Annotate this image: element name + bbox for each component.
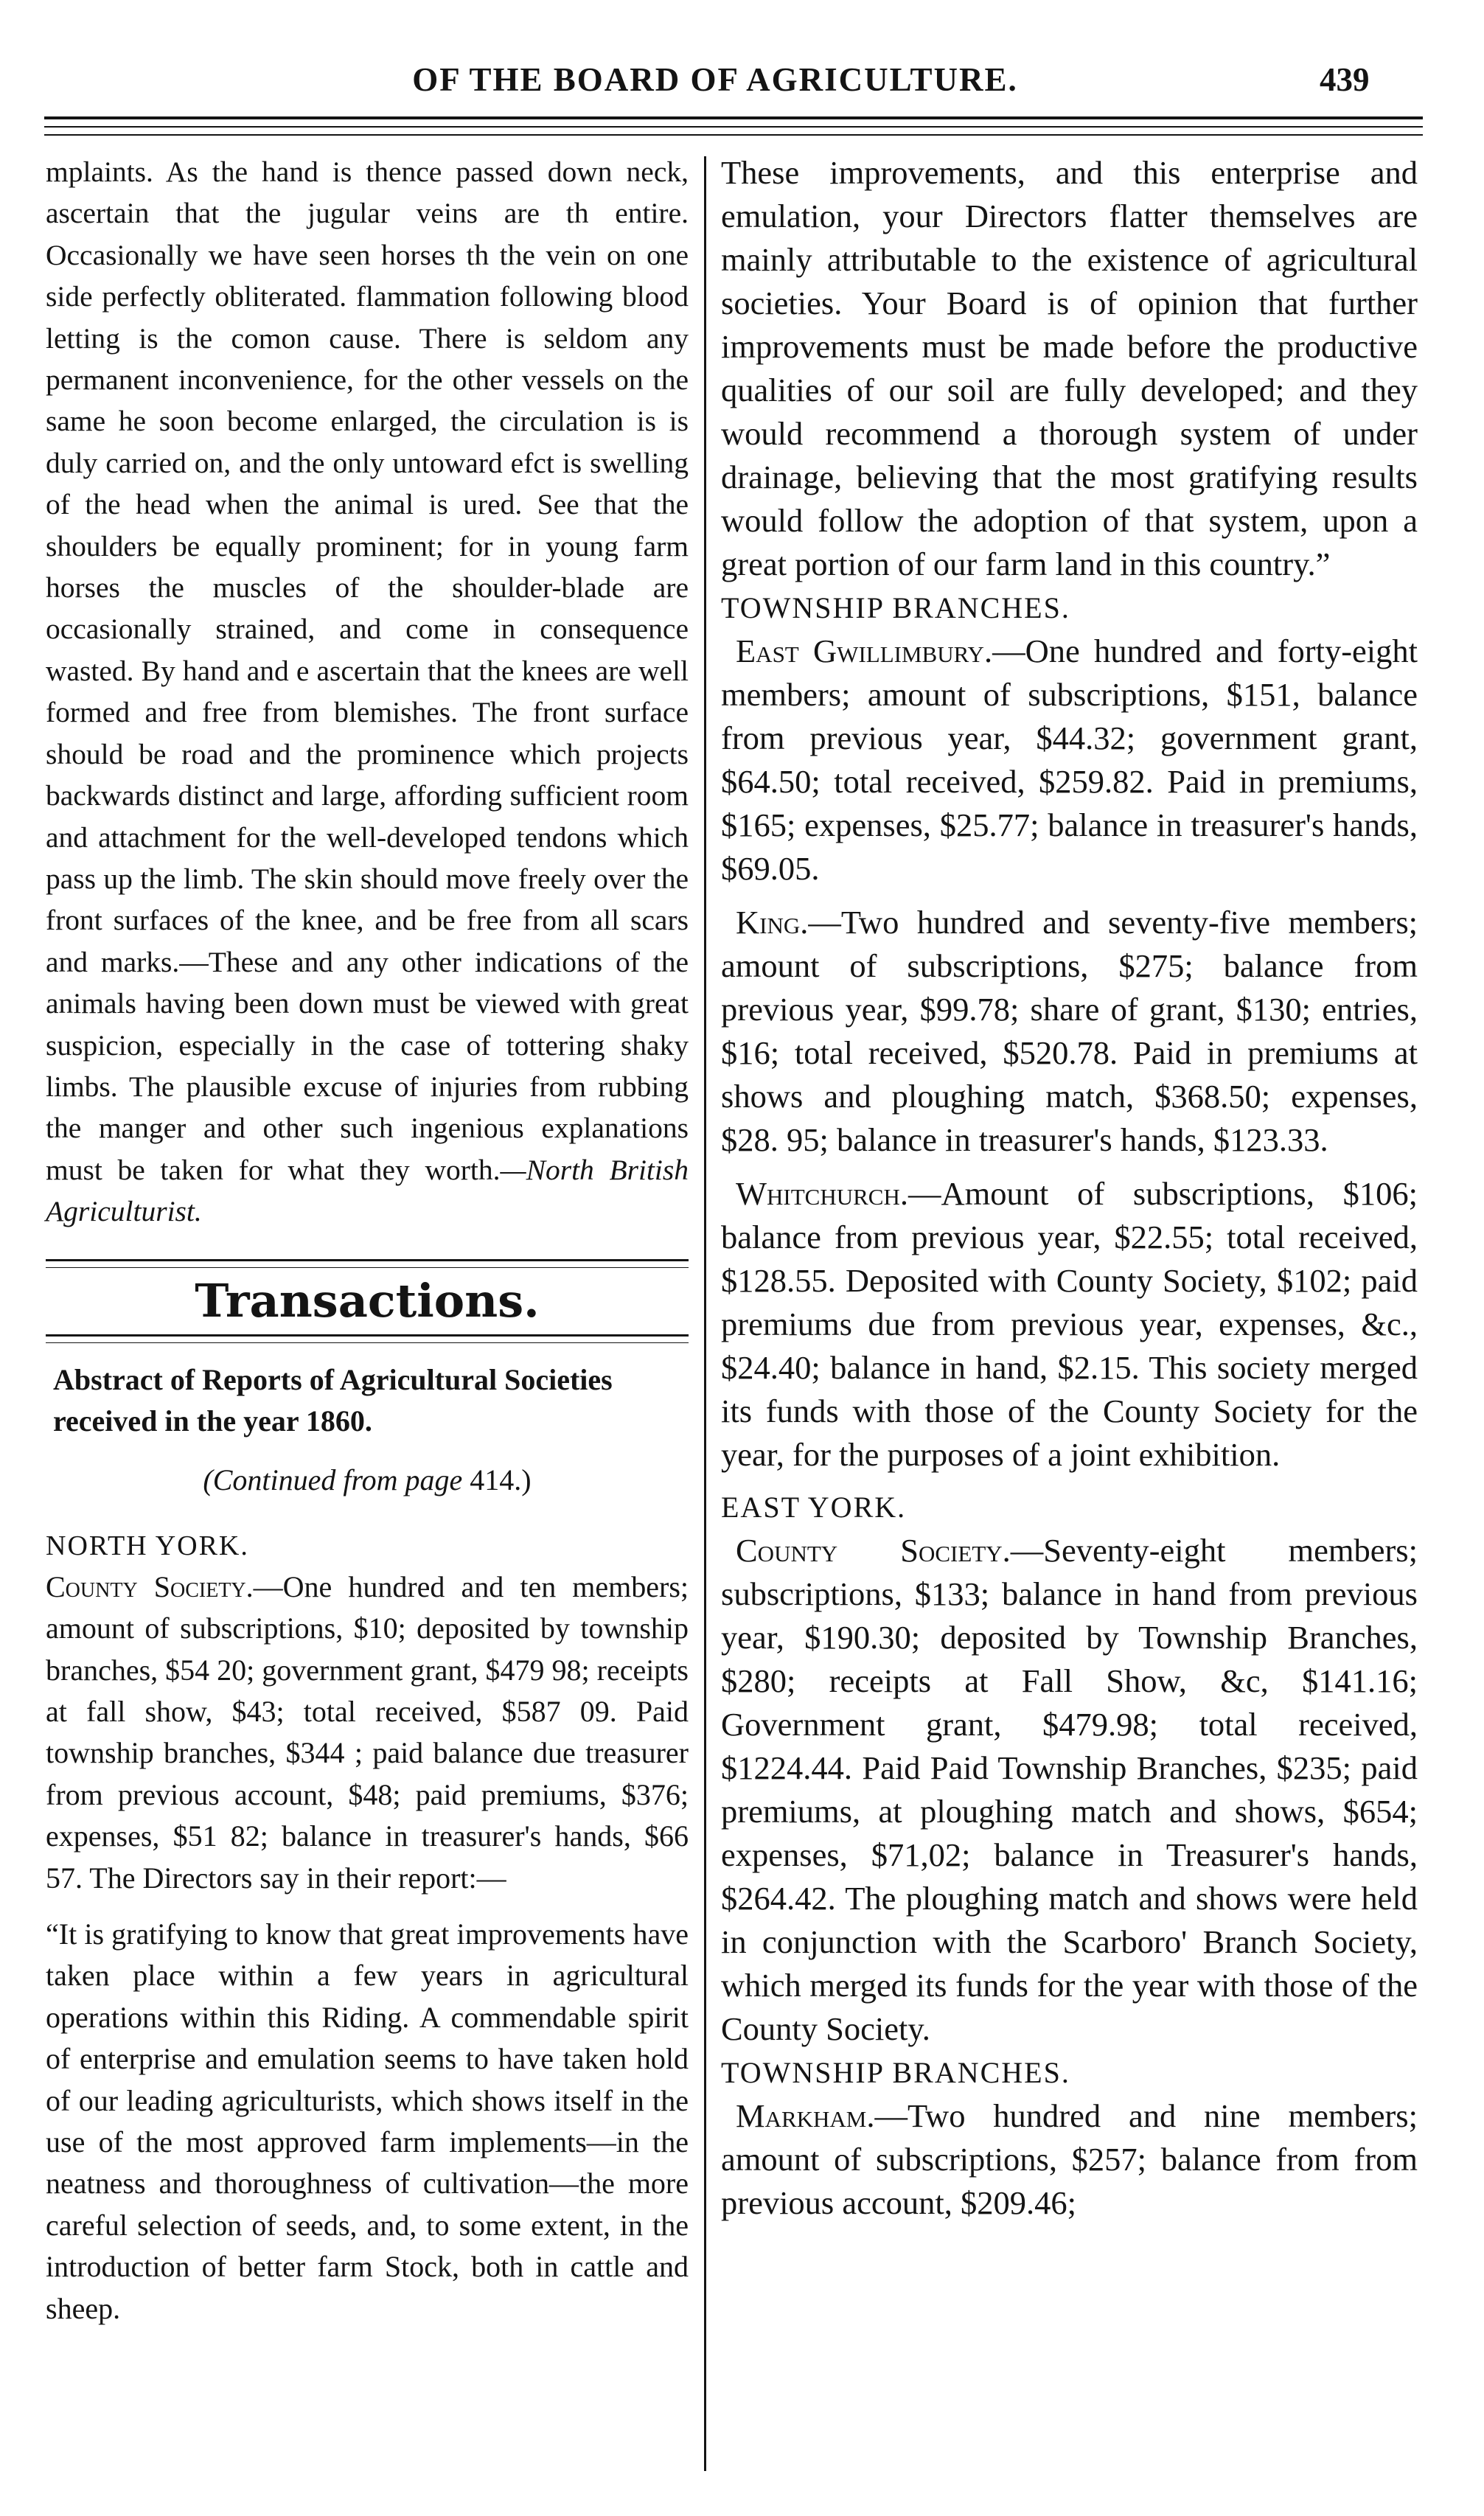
township-branches-heading-2: TOWNSHIP BRANCHES. [721,2056,1070,2089]
markham-label: Markham. [736,2097,875,2134]
header-rule-thin-lower [44,134,1423,136]
continued-italic: (Continued from page [203,1463,463,1497]
section-rule-lower [46,1334,689,1343]
whitchurch-paragraph: Whitchurch.—Amount of subscriptions, $106; balance from previous year, $22.55; total received, $128.55. Deposited with County Society, $102; paid premiums due from previous year, expenses, &c., $24.40; balance in hand, $2.15. This society merged its funds with those of the County Society for the year, for the purposes of a joint exhibition. [721,1175,1418,1473]
intro-paragraph: mplaints. As the hand is thence passed down neck, ascertain that the jugular veins are th entire. Occasionally we have seen horses th the vein on one side perfectly obliterated. flammation following blood letting is the comon cause. There is seldom any permanent inconvenience, for the other vessels on the same he soon become enlarged, the circulation is is duly carried on, and the only untoward efct is swelling of the head when the animal is ured. See that the shoulders be equally prominent; for in young farm horses the muscles of the shoulder-blade are occasionally strained, and come in consequence wasted. By hand and e ascertain that the knees are well formed and free from blemishes. The front surface should be road and the prominence which projects backwards distinct and large, affording sufficient room and attachment for the well-developed tendons which pass up the limb. The skin should move freely over the front surfaces of the knee, and be free from all scars and marks.—These and any other indications of the animals having been down must be viewed with great suspicion, especially in the case of tottering shaky limbs. The plausible excuse of injuries from rubbing the manger and other such ingenious explanations must be taken for what they worth.—North British Agriculturist. [46,156,689,1228]
north-york-heading: NORTH YORK. [46,1530,249,1561]
abstract-heading: Abstract of Reports of Agricultural Societies received in the year 1860. [53,1362,613,1438]
header-rule-thin [44,126,1423,128]
east-york-heading: EAST YORK. [721,1491,907,1524]
east-york-county-society-label: County Society. [736,1532,1011,1569]
column-divider [704,156,706,2471]
east-gwillimbury-label: East Gwillimbury. [736,633,993,669]
markham-paragraph: Markham.—Two hundred and nine members; amount of subscriptions, $257; balance from from previous account, $209.46; [721,2097,1418,2221]
continued-page: 414.) [470,1463,532,1497]
whitchurch-label: Whitchurch. [736,1175,908,1212]
king-paragraph: King.—Two hundred and seventy-five members; amount of subscriptions, $275; balance from previous year, $99.78; share of grant, $130; entries, $16; total received, $520.78. Paid in premiums at shows and ploughing match, $368.50; expenses, $28. 95; balance in treasurer's hands, $123.33. [721,904,1418,1158]
section-title: Transactions. [195,1273,540,1328]
right-column [721,151,1418,2225]
east-york-county-society-paragraph: County Society.—Seventy-eight members; subscriptions, $133; balance in hand from previous year, $190.30; deposited by Township Branches, $280; receipts at Fall Show, &c, $141.16; Government grant, $479.98; total received, $1224.44. Paid Paid Township Branches, $235; paid premiums, at ploughing match and shows, $654; expenses, $71,02; balance in Treasurer's hands, $264.42. The ploughing match and shows were held in conjunction with the Scarboro' Branch Society, which merged its funds for the year with those of the County Society. [721,1532,1418,2047]
king-label: King. [736,904,809,941]
page-number: 439 [1320,61,1370,98]
header-rule-thick [44,116,1423,119]
directors-quote: “It is gratifying to know that great improvements have taken place within a few years in agricultural operations within this Riding. A commendable spirit of enterprise and emulation seems to have taken hold of our leading agriculturists, which shows itself in the use of the most approved farm implements—in the neatness and thoroughness of cultivation—the more careful selection of seeds, and, to some extent, in the introduction of better farm Stock, both in cattle and sheep. [46,1917,689,2325]
continued-note [46,1460,689,1501]
township-branches-heading-1: TOWNSHIP BRANCHES. [721,591,1070,624]
intro-attribution: —North British Agriculturist. [46,1153,689,1228]
running-header-title: OF THE BOARD OF AGRICULTURE. [412,61,1018,98]
section-rule [46,1259,689,1268]
quote-continued: These improvements, and this enterprise and emulation, your Directors flatter themselves are mainly attributable to the existence of agricultural societies. Your Board is of opinion that further improvements must be made before the productive qualities of our soil are fully developed; and they would recommend a thorough system of under drainage, believing that the most gratifying results would follow the adoption of that system, upon a great portion of our farm land in this country.” [721,154,1418,582]
left-column [46,151,689,2329]
county-society-paragraph: County Society.—One hundred and ten members; amount of subscriptions, $10; deposited by township branches, $54 20; government grant, $479 98; receipts at fall show, $43; total received, $587 09. Paid township branches, $344 ; paid balance due treasurer from previous account, $48; paid premiums, $376; expenses, $51 82; balance in treasurer's hands, $66 57. The Directors say in their report:— [46,1569,689,1895]
county-society-label: County Society. [46,1569,254,1603]
east-gwillimbury-paragraph: East Gwillimbury.—One hundred and forty-eight members; amount of subscriptions, $151, balance from previous year, $44.32; government grant, $64.50; total received, $259.82. Paid in premiums, $165; expenses, $25.77; balance in treasurer's hands, $69.05. [721,633,1418,887]
